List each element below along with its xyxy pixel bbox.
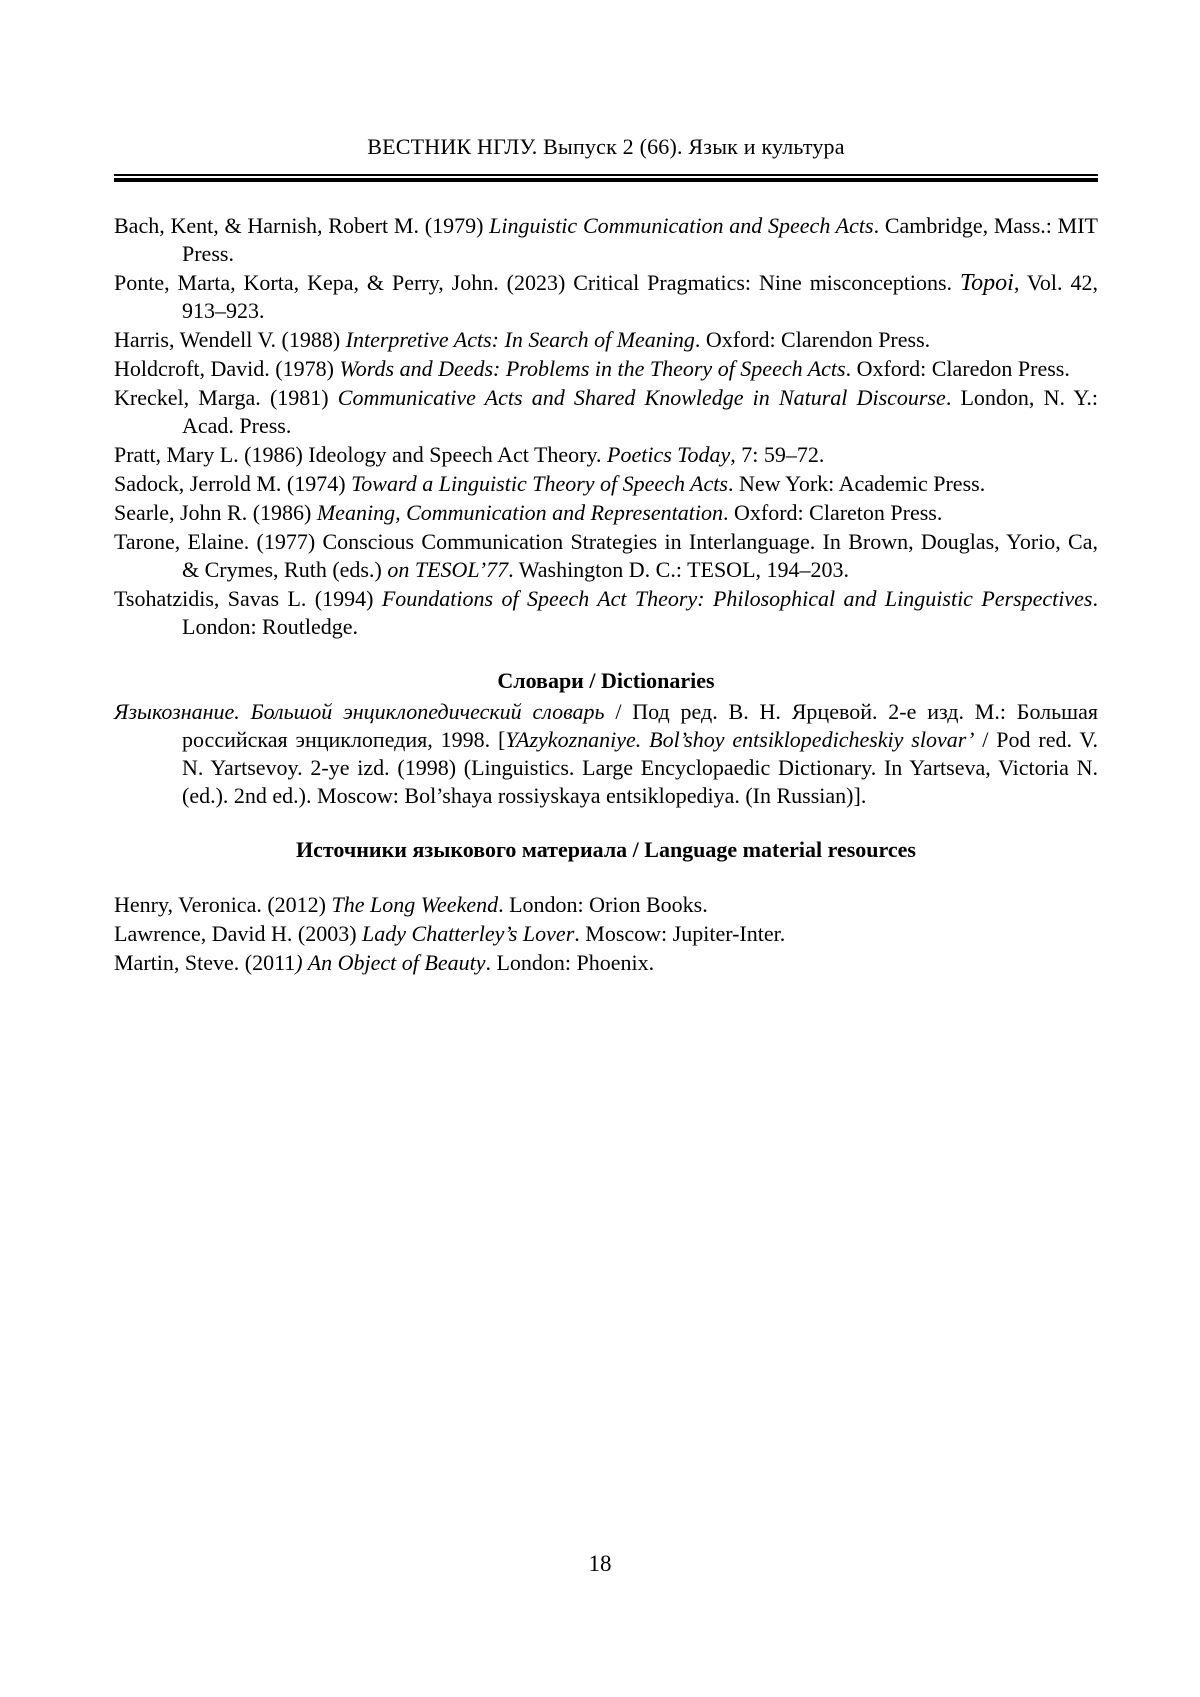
references-list xyxy=(114,212,1098,641)
title-italic-text: Topoi xyxy=(960,270,1014,296)
title-italic-text: on TESOL’77 xyxy=(387,557,509,582)
title-italic-text: Языкознание. Большой энциклопедический словарь xyxy=(114,699,605,724)
reference-text: . New York: Academic Press. xyxy=(727,471,986,496)
sources-list xyxy=(114,891,1098,977)
reference-text: Ponte, Marta, Korta, Kepa, & Perry, John. (2023) Critical Pragmatics: Nine misconceptions. xyxy=(114,270,961,295)
reference-text: Henry, Veronica. (2012) xyxy=(114,892,332,917)
reference-text: Martin, Steve. (2011 xyxy=(114,950,296,975)
reference-text: Searle, John R. (1986) xyxy=(114,500,317,525)
reference-entry xyxy=(114,212,1098,268)
source-entry xyxy=(114,920,1098,948)
reference-entry xyxy=(114,528,1098,584)
reference-text: . Oxford: Claredon Press. xyxy=(845,356,1070,381)
dictionaries-heading: Словари / Dictionaries xyxy=(497,668,715,693)
reference-text: Tarone, Elaine. (1977) Conscious Communication Strategies in Interlanguage. In Brown, Douglas, Yorio, Ca, & Crymes, Ruth (eds.) xyxy=(114,529,1098,582)
reference-text: . Washington D. C.: TESOL, 194–203. xyxy=(508,557,850,582)
header-rule xyxy=(114,174,1098,182)
reference-text: . London: Routledge. xyxy=(182,586,1098,639)
title-italic-text: Toward a Linguistic Theory of Speech Acts xyxy=(351,471,728,496)
reference-entry xyxy=(114,269,1098,325)
title-italic-text: Communicative Acts and Shared Knowledge in Natural Discourse xyxy=(337,385,946,410)
page-number: 18 xyxy=(588,1551,612,1576)
reference-text: . Cambridge, Mass.: MIT Press. xyxy=(182,213,1098,266)
title-italic-text: Foundations of Speech Act Theory: Philosophical and Linguistic Perspectives xyxy=(381,586,1093,611)
reference-entry xyxy=(114,355,1098,383)
dictionary-entry xyxy=(114,698,1098,810)
reference-text: . Oxford: Clareton Press. xyxy=(723,500,943,525)
title-italic-text: ) An Object of Beauty xyxy=(295,950,486,975)
title-italic-text: Poetics Today xyxy=(607,442,731,467)
title-italic-text: YAzykoznaniye. Bol’shoy entsiklopedicheskiy slovar’ xyxy=(505,727,975,752)
reference-text: Pratt, Mary L. (1986) Ideology and Speech Act Theory. xyxy=(114,442,608,467)
reference-text: Holdcroft, David. (1978) xyxy=(114,356,340,381)
sources-heading: Источники языкового материала / Language material resources xyxy=(296,837,916,862)
reference-entry xyxy=(114,470,1098,498)
reference-text: , Vol. 42, 913–923. xyxy=(182,270,1098,323)
title-italic-text: The Long Weekend xyxy=(331,892,499,917)
title-italic-text: Words and Deeds: Problems in the Theory of Speech Acts xyxy=(339,356,846,381)
running-head: ВЕСТНИК НГЛУ. Выпуск 2 (66). Язык и культура xyxy=(367,134,845,159)
reference-entry xyxy=(114,441,1098,469)
reference-text: . London, N. Y.: Acad. Press. xyxy=(182,385,1098,438)
reference-text: / Pod red. V. N. Yartsevoy. 2-ye izd. (1998) (Linguistics. Large Encyclopaedic Dictionary. In Yartseva, Victoria N. (ed.). 2nd ed.). Moscow: Bol’shaya rossiyskaya entsiklopediya. (In Russian)]. xyxy=(182,727,1099,808)
dictionaries-list xyxy=(114,698,1098,810)
reference-entry xyxy=(114,384,1098,440)
reference-text: . London: Phoenix. xyxy=(485,950,655,975)
title-italic-text: Meaning, Communication and Representation xyxy=(316,500,723,525)
reference-text: Harris, Wendell V. (1988) xyxy=(114,327,346,352)
reference-text: , 7: 59–72. xyxy=(730,442,825,467)
reference-entry xyxy=(114,326,1098,354)
reference-text: Tsohatzidis, Savas L. (1994) xyxy=(114,586,382,611)
reference-text: Lawrence, David H. (2003) xyxy=(114,921,363,946)
reference-text: Sadock, Jerrold M. (1974) xyxy=(114,471,352,496)
title-italic-text: Interpretive Acts: In Search of Meaning xyxy=(345,327,695,352)
reference-text: . Moscow: Jupiter-Inter. xyxy=(574,921,786,946)
reference-text: . Oxford: Clarendon Press. xyxy=(694,327,931,352)
reference-entry xyxy=(114,499,1098,527)
reference-text: Bach, Kent, & Harnish, Robert M. (1979) xyxy=(114,213,490,238)
title-italic-text: Linguistic Communication and Speech Acts xyxy=(489,213,874,238)
source-entry xyxy=(114,891,1098,919)
reference-entry xyxy=(114,585,1098,641)
reference-text: . London: Orion Books. xyxy=(498,892,708,917)
title-italic-text: Lady Chatterley’s Lover xyxy=(362,921,575,946)
reference-text: Kreckel, Marga. (1981) xyxy=(114,385,338,410)
reference-text: / Под ред. В. Н. Ярцевой. 2-е изд. М.: Большая российская энциклопедия, 1998. [ xyxy=(182,699,1098,752)
page-content xyxy=(114,0,1098,977)
source-entry xyxy=(114,949,1098,977)
